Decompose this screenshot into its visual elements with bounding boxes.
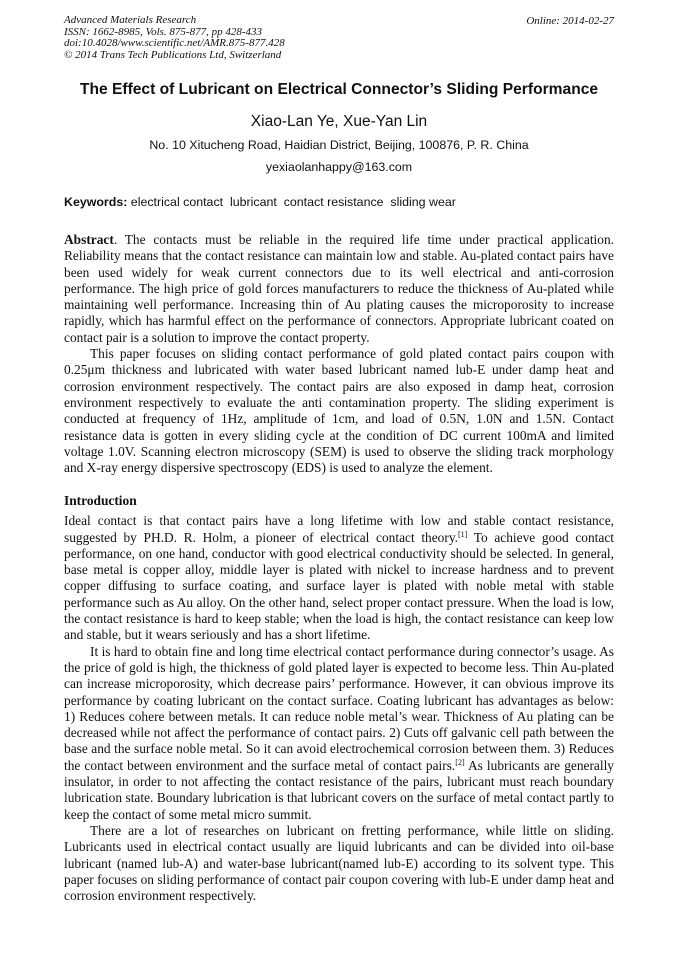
journal-name: Advanced Materials Research (64, 14, 197, 26)
abstract-label: Abstract (64, 232, 114, 247)
abstract-paragraph-1: . The contacts must be reliable in the required life time under practical application. Reliability means that the contact resistance can maintain low and stable. Au-plated contact pairs have been used widely for weak current connectors due to its well electrical and anti-corrosion performance. The high price of gold forces manufacturers to reduce the thickness of Au-plated while maintaining well performance. Increasing thin of Au plating causes the microporosity to increase rapidly, which has harmful effect on the performance of connectors. Appropriate lubricant coated on contact pair is a solution to improve the contact property. (64, 232, 614, 345)
intro-paragraph-3: There are a lot of researches on lubricant on fretting performance, while little on sliding. Lubricants used in electrical contact usually are liquid lubricants and can be divided into oil-base lubricant (named lub-A) and water-base lubricant(named lub-E) according to its solvent type. This paper focuses on sliding performance of contact pair coupon covering with lub-E under damp heat and corrosion environment respectively. (64, 822, 614, 904)
keywords (64, 195, 456, 209)
keywords-text: electrical contact lubricant contact resistance sliding wear (127, 195, 456, 209)
online-date: Online: 2014-02-27 (526, 15, 614, 27)
email: yexiaolanhappy@163.com (265, 160, 413, 174)
abstract (64, 232, 614, 476)
copyright: © 2014 Trans Tech Publications Ltd, Switzerland (64, 48, 282, 61)
citation-2: [2] (455, 757, 465, 767)
paper-title: The Effect of Lubricant on Electrical Connector’s Sliding Performance (79, 81, 599, 98)
journal-header (64, 15, 285, 61)
intro-paragraph-1a: Ideal contact is that contact pairs have a long lifetime with low and stable contact resistance, suggested by PH.D. R. Holm, a pioneer of electrical contact theory. (64, 513, 614, 545)
abstract-paragraph-2: This paper focuses on sliding contact performance of gold plated contact pairs coupon with 0.25μm thickness and lubricated with water based lubricant named lub-E under damp heat and corrosion environment respectively. The contact pairs are also exposed in damp heat, corrosion environment respectively to evaluate the anti contamination property. The sliding experiment is conducted at frequency of 1Hz, amplitude of 1cm, and load of 0.5N, 1.0N and 1.5N. Contact resistance data is gotten in every sliding cycle at the condition of DC current 100mA and limited voltage 1.0V. Scanning electron microscopy (SEM) is used to observe the sliding track morphology and X-ray energy dispersive spectroscopy (EDS) is used to analyze the element. (64, 346, 614, 476)
citation-1: [1] (458, 529, 468, 539)
doi: doi:10.4028/www.scientific.net/AMR.875-877.428 (64, 37, 285, 50)
issn: ISSN: 1662-8985, Vols. 875-877, pp 428-433 (64, 25, 262, 38)
keywords-label: Keywords: (64, 195, 128, 209)
address: No. 10 Xitucheng Road, Haidian District, Beijing, 100876, P. R. China (149, 138, 529, 152)
introduction-section (64, 493, 614, 904)
intro-paragraph-2a: It is hard to obtain fine and long time electrical contact performance during connector’s usage. As the price of gold is high, the thickness of gold plated layer is expected to become less. Thin Au-plated can increase microporosity, which decrease pairs’ performance. However, it can obvious improve its performance by coating lubricant on the contact surface. Coating lubricant has advantages as below: 1) Reduces cohere between metals. It can reduce noble metal’s wear. Thickness of Au plating can be decreased while not affect the performance of contact pairs. 2) Cuts off galvanic cell path between the base and the surface noble metal. So it can avoid electrochemical corrosion between them. 3) Reduces the contact between environment and the surface metal of contact pairs. (64, 643, 614, 773)
introduction-heading: Introduction (64, 493, 137, 508)
authors: Xiao-Lan Ye, Xue-Yan Lin (250, 113, 428, 130)
intro-paragraph-1b: To achieve good contact performance, on one hand, conductor with good electrical conductivity should be selected. In general, base metal is copper alloy, middle layer is plated with nickel to increase hardness and to prevent copper diffusing to surface coating, and surface layer is plated with noble metal with stable performance such as Au alloy. On the other hand, select proper contact pressure. When the load is low, the contact resistance is hard to keep stable; when the load is high, the contact resistance can keep low and stable, but it wears seriously and has a short lifetime. (64, 529, 614, 643)
intro-paragraph-2b: As lubricants are generally insulator, in order to not affecting the contact resistance of the pairs, lubricant must reach boundary lubrication state. Boundary lubrication is that lubricant covers on the surface of metal contact partly to keep the contact of some metal micro summit. (64, 757, 615, 822)
